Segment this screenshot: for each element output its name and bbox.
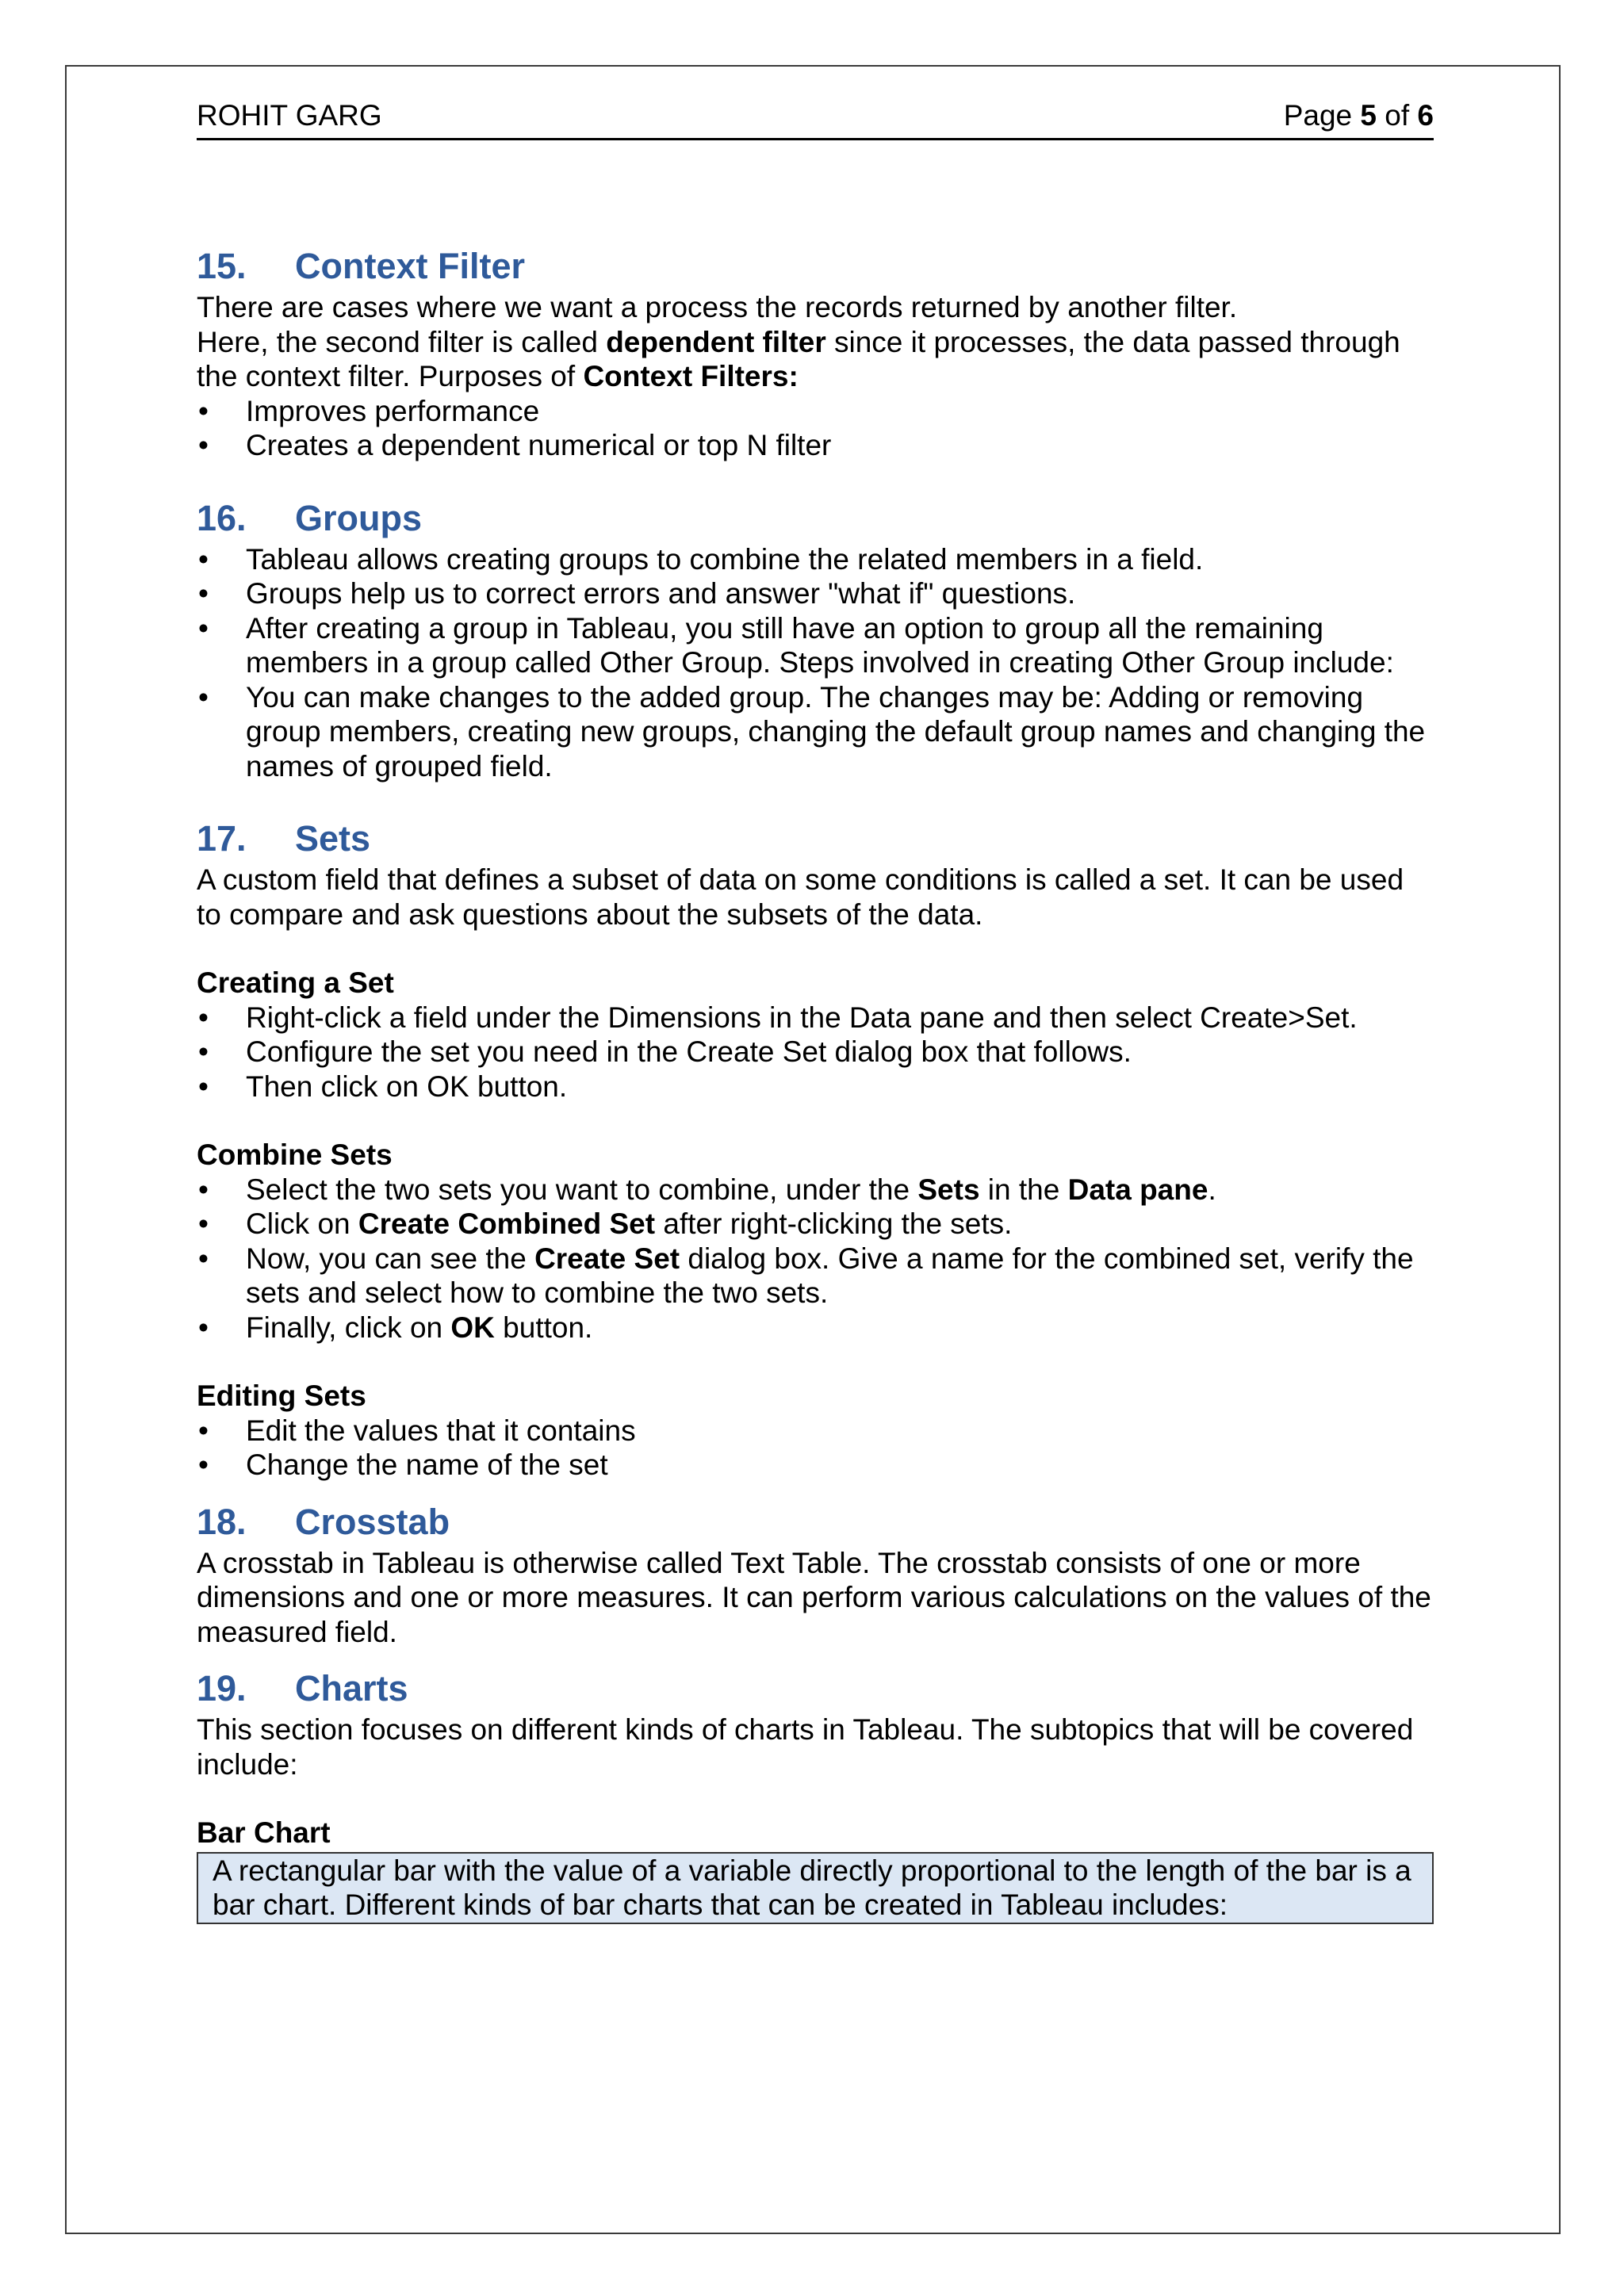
header-author: ROHIT GARG [197,99,382,132]
paragraph: There are cases where we want a process the records returned by another filter. [197,291,1238,323]
list-item: • Configure the set you need in the Create Set dialog box that follows. [197,1035,1434,1070]
list-item: • Then click on OK button. [197,1070,1434,1104]
paragraph: Here, the second filter is called dependent filter since it processes, the data passed through the context filter. Purposes of Context Filters: [197,325,1400,392]
subheading-combine-sets: Combine Sets [197,1138,393,1171]
section-heading-19: 19. Charts [197,1668,408,1709]
page-number: Page 5 of 6 [1283,99,1434,132]
list-item: • Finally, click on OK button. [197,1311,1434,1345]
section-heading-15: 15. Context Filter [197,246,526,286]
list-item: • Click on Create Combined Set after right-clicking the sets. [197,1207,1434,1242]
list-item: • Right-click a field under the Dimensions in the Data pane and then select Create>Set. [197,1001,1434,1035]
section-heading-17: 17. Sets [197,818,371,859]
paragraph: A custom field that defines a subset of data on some conditions is called a set. It can be used to compare and ask questions about the subsets of the data. [197,863,1404,931]
list-item: • Now, you can see the Create Set dialog box. Give a name for the combined set, verify the sets and select how to combine the two sets. [197,1242,1434,1311]
list-item: • Improves performance [197,394,1434,429]
bullet-list [197,1414,1434,1483]
list-item: • After creating a group in Tableau, you still have an option to group all the remaining members in a group called Other Group. Steps involved in creating Other Group include: [197,611,1434,680]
paragraph: A crosstab in Tableau is otherwise called Text Table. The crosstab consists of one or more dimensions and one or more measures. It can perform various calculations on the values of the measured field. [197,1546,1431,1648]
page-header [197,94,1434,140]
list-item: • Edit the values that it contains [197,1414,1434,1448]
list-item: • Select the two sets you want to combine, under the Sets in the Data pane. [197,1173,1434,1207]
list-item: • Creates a dependent numerical or top N filter [197,428,1434,463]
list-item: • Change the name of the set [197,1448,1434,1483]
paragraph: This section focuses on different kinds of charts in Tableau. The subtopics that will be covered include: [197,1713,1414,1781]
page-content [197,243,1434,1924]
list-item: • Groups help us to correct errors and answer "what if" questions. [197,576,1434,611]
section-heading-18: 18. Crosstab [197,1501,450,1542]
subheading-bar-chart: Bar Chart [197,1816,331,1849]
bullet-list [197,1001,1434,1104]
bullet-list [197,1173,1434,1345]
bar-chart-callout: A rectangular bar with the value of a variable directly proportional to the length of the bar is a bar chart. Different kinds of bar charts that can be created in Tableau includes: [197,1852,1434,1924]
list-item: • Tableau allows creating groups to combine the related members in a field. [197,542,1434,577]
bullet-list [197,542,1434,784]
subheading-creating-set: Creating a Set [197,966,394,999]
section-heading-16: 16. Groups [197,497,423,538]
list-item: • You can make changes to the added group. The changes may be: Adding or removing group members, creating new groups, changing the default group names and changing the names of grouped field. [197,680,1434,784]
bullet-list [197,394,1434,463]
subheading-editing-sets: Editing Sets [197,1380,366,1412]
